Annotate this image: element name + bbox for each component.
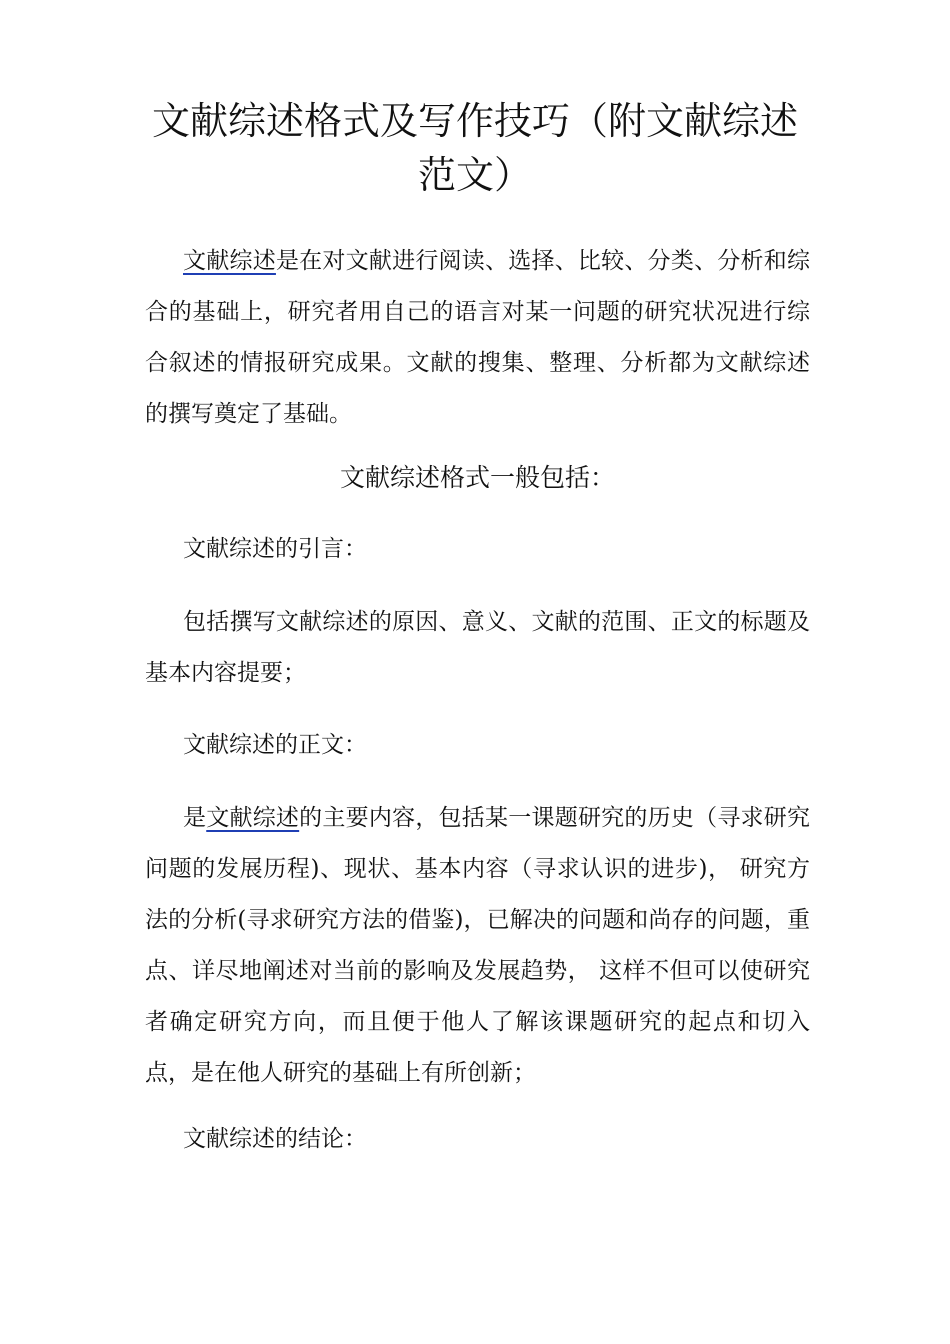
intro-paragraph — [145, 236, 810, 440]
section-body-main — [145, 793, 810, 1099]
section-heading-conclusion: 文献综述的结论： — [183, 1126, 367, 1152]
intro-link[interactable]: 文献综述 — [183, 248, 276, 274]
section-body-intro: 包括撰写文献综述的原因、意义、文献的范围、正文的标题及基本内容提要； — [145, 609, 810, 686]
main-body-link[interactable]: 文献综述 — [206, 805, 300, 831]
intro-text: 是在对文献进行阅读、选择、比较、分类、分析和综合的基础上，研究者用自己的语言对某一问题的研究状况进行综合叙述的情报研究成果。文献的搜集、整理、分析都为文献综述的撰写奠定了基础。 — [145, 248, 811, 427]
section-heading-main: 文献综述的正文： — [183, 732, 367, 758]
document-title: 文献综述格式及写作技巧（附文献综述范文） — [151, 99, 798, 197]
main-body-prefix: 是 — [183, 805, 207, 831]
section-heading-intro: 文献综述的引言： — [183, 536, 367, 562]
main-body-text: 的主要内容，包括某一课题研究的历史（寻求研究问题的发展历程)、现状、基本内容（寻求认识的进步)， 研究方法的分析(寻求研究方法的借鉴)，已解决的问题和尚存的问题，重点、详尽地阐述对当前的影响及发展趋势， 这样不但可以使研究者确定研究方向，而且便于他人了解该课题研究的起点和切入点，是在他人研究的基础上有所创新； — [145, 805, 811, 1086]
format-heading: 文献综述格式一般包括： — [339, 463, 615, 492]
